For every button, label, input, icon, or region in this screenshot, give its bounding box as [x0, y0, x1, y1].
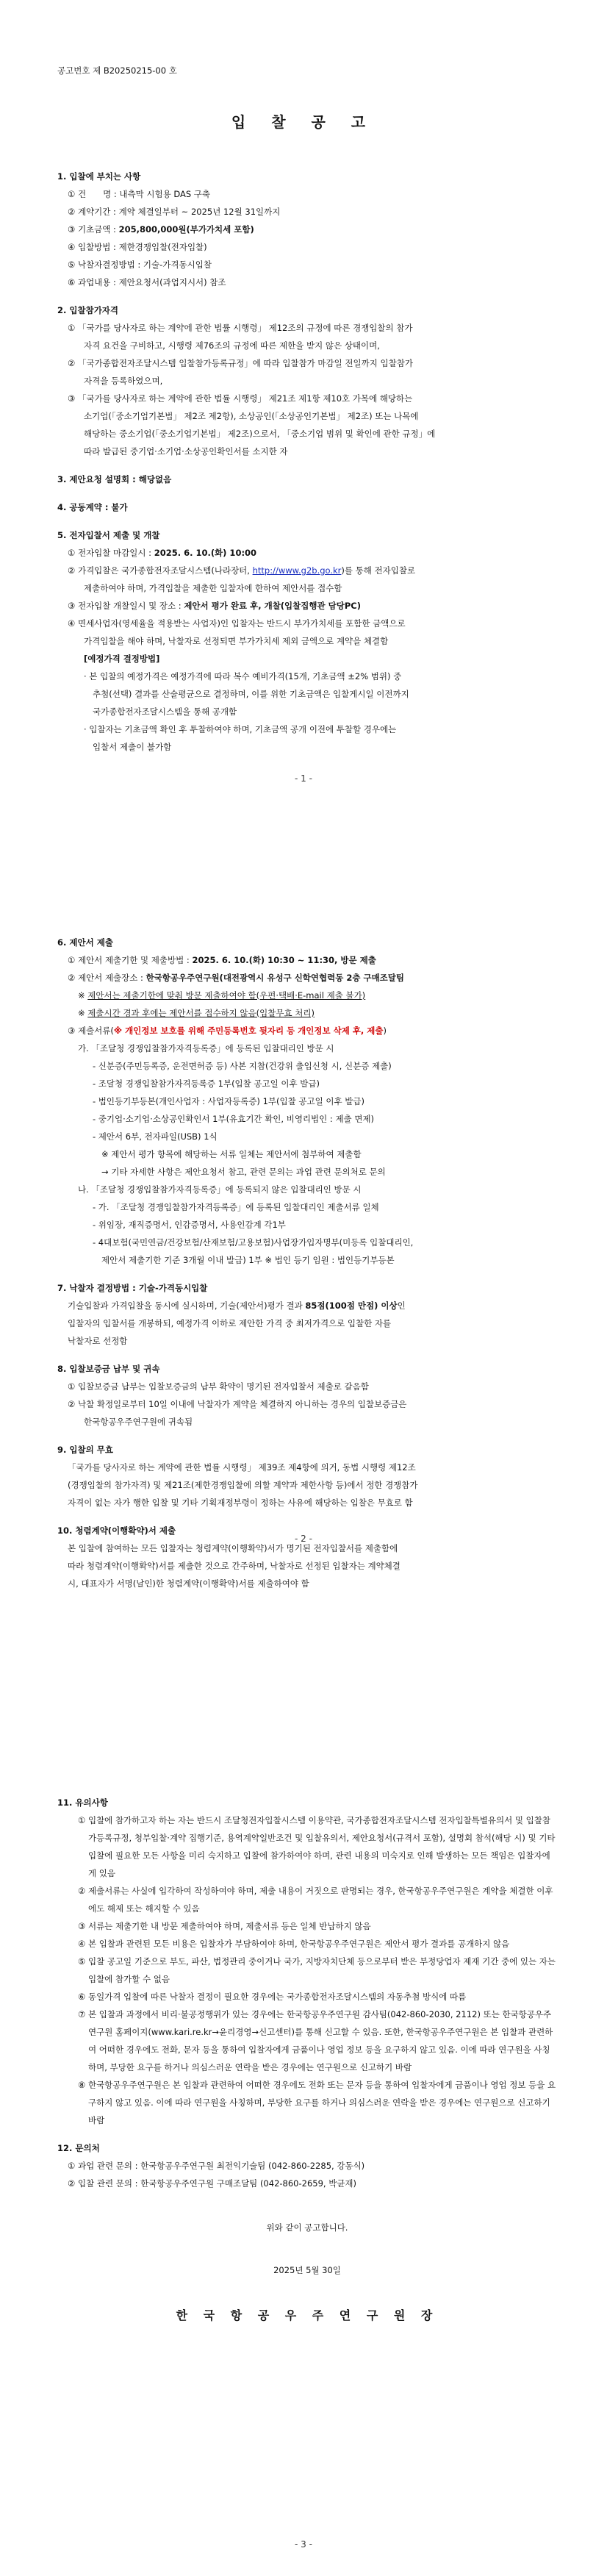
threshold-score: 85점(100점 만점) 이상 [305, 1300, 398, 1311]
s8-item-1: ① 입찰보증금 납부는 입찰보증금의 납부 확약이 명기된 전자입찰서 제출로 갈음함 [68, 1381, 369, 1392]
s5-item-6c: 국가종합전자조달시스템을 통해 공개함 [93, 706, 237, 717]
section-9-heading: 9. 입찰의 무효 [57, 1445, 113, 1455]
s1-item-2: ② 계약기간 : 계약 체결일부터 ~ 2025년 12월 31일까지 [68, 207, 281, 217]
s5-item-2-text-a: ② 가격입찰은 국가종합전자조달시스템(나라장터, [68, 565, 253, 576]
s2-item-1b: 자격 요건을 구비하고, 시행령 제76조의 규정에 따른 제한을 받지 않은 상태이며, [84, 340, 380, 351]
s10-line-2: 따라 청렴계약(이행확약)서를 제출한 것으로 간주하며, 낙찰자로 선정된 입찰자는 계약체결 [68, 1561, 401, 1571]
page-number: - 1 - [295, 773, 312, 784]
page-number: - 3 - [295, 2539, 312, 2550]
s5-item-2-text-b: )를 통해 전자입찰로 [341, 565, 416, 576]
bid-deadline: 2025. 6. 10.(화) 10:00 [154, 548, 257, 558]
section-11-heading: 11. 유의사항 [57, 1797, 108, 1808]
page-2-body [57, 934, 557, 1592]
s5-item-4b: 가격입찰을 해야 하며, 낙찰자로 선정되면 부가가치세 제외 금액으로 계약을 체결함 [84, 636, 389, 646]
s6-note-1-mark: ※ [78, 990, 88, 1001]
s2-item-3c: 해당하는 중소기업(「중소기업기본법」 제2조)으로서, 「중소기업 범위 및 확인에 관한 규정」에 [84, 429, 436, 439]
section-7-heading: 7. 낙찰자 결정방법 : 기술-가격동시입찰 [57, 1283, 208, 1293]
proposal-place: 한국항공우주연구원(대전광역시 유성구 신학연협력동 2층 구매조달팀 [146, 973, 405, 983]
s6-item-1 [57, 951, 557, 969]
s6-note-2-mark: ※ [78, 1008, 88, 1018]
s5-item-6b: 추첨(선택) 결과를 산술평균으로 결정하며, 이를 위한 기초금액은 입찰게시일 이전까지 [93, 689, 409, 699]
s2-item-2a: ② 「국가종합전자조달시스템 입찰참가등록규정」에 따라 입찰참가 마감일 전일까지 입찰참가 [68, 358, 413, 368]
notice-date: 2025년 5월 30일 [273, 2265, 341, 2275]
s7-line-1c: 인 [397, 1300, 406, 1311]
closing-text: 위와 같이 공고합니다. [266, 2222, 348, 2233]
s7-line-2: 입찰자의 입찰서를 개봉하되, 예정가격 이하로 제안한 가격 중 최저가격으로 입찰한 자를 [68, 1318, 392, 1328]
s5-item-1-label: ① 전자입찰 마감일시 : [68, 548, 154, 558]
issuer-signature: 한 국 항 공 우 주 연 구 원 장 [176, 2308, 439, 2322]
s12-item-2: ② 입찰 관련 문의 : 한국항공우주연구원 구매조달팀 (042-860-2659, 박균재) [68, 2178, 357, 2189]
s6-ga-7: → 기타 자세한 사항은 제안요청서 참고, 관련 문의는 과업 관련 문의처로 문의 [101, 1167, 386, 1177]
s11-item-3: ③ 서류는 제출기한 내 방문 제출하여야 하며, 제출서류 등은 일체 반납하지 않음 [78, 1921, 371, 1931]
s6-note-1-text: 제안서는 제출기한에 맞춰 방문 제출하여야 함(우편·택배·E-mail 제출 불가) [87, 990, 366, 1001]
s6-na-3b: 제안서 제출기한 기준 3개월 이내 발급) 1부 ※ 법인 등기 임원 : 법인등기부등본 [101, 1255, 395, 1265]
s2-item-2b: 자격을 등록하였으며, [84, 376, 163, 386]
s10-line-1: 본 입찰에 참여하는 모든 입찰자는 청렴계약(이행확약)서가 명기된 전자입찰서를 제출함에 [68, 1543, 398, 1553]
s5-item-1 [57, 544, 557, 562]
s6-item-3-label: ③ 제출서류( [68, 1026, 114, 1036]
s6-ga-5: - 제안서 6부, 전자파일(USB) 1식 [93, 1131, 218, 1142]
section-2-heading: 2. 입찰참가자격 [57, 305, 119, 315]
s12-item-1: ① 과업 관련 문의 : 한국항공우주연구원 최전익기술팀 (042-860-2285, 강동식) [68, 2161, 365, 2171]
s6-na: 나. 「조달청 경쟁입찰참가자격등록증」에 등록되지 않은 입찰대리인 방문 시 [78, 1184, 362, 1195]
s6-item-3 [57, 1022, 557, 1040]
page-1 [0, 0, 607, 866]
s6-item-1-label: ① 제안서 제출기한 및 제출방법 : [68, 955, 193, 965]
s11-item-4: ④ 본 입찰과 관련된 모든 비용은 입찰자가 부담하여야 하며, 한국항공우주연구원은 제안서 평가 결과를 공개하지 않음 [78, 1939, 510, 1949]
s6-item-2-label: ② 제안서 제출장소 : [68, 973, 146, 983]
section-6-heading: 6. 제안서 제출 [57, 937, 113, 948]
s9-line-1: 「국가를 당사자로 하는 계약에 관한 법률 시행령」 제39조 제4항에 의거, 동법 시행령 제12조 [68, 1462, 416, 1473]
s1-item-3-label: ③ 기초금액 : [68, 224, 119, 235]
s7-line-1 [57, 1297, 557, 1314]
s6-ga-4: - 중기업·소기업·소상공인확인서 1부(유효기간 확인, 비영리법인 : 제출 면제) [93, 1114, 375, 1124]
s6-item-2 [57, 969, 557, 987]
page-2 [0, 866, 607, 1732]
s6-na-3a: - 4대보험(국민연금/건강보험/산재보험/고용보험)사업장가입자명부(미등록 입찰대리인, [93, 1237, 414, 1248]
s11-item-1: ① 입찰에 참가하고자 하는 자는 반드시 조달청전자입찰시스템 이용약관, 국가종합전자조달시스템 전자입찰특별유의서 및 입찰참가등록규정, 청부입찰·계약 집행기준, 용역계약일반조건 및 입찰유의서, 제안요청서(규격서 포함), 설명회 참석(해당 시) 및 기타 입찰에 필요한 모든 사항을 미리 숙지하고 입찰에 참가하여야 하며, 관련 내용의 미숙지로 인해 발생하는 모든 책임은 입찰자에게 있음 [78, 1815, 556, 1878]
page-3-body [57, 1794, 557, 2325]
section-1-heading: 1. 입찰에 부치는 사항 [57, 171, 141, 182]
s5-item-6a: · 본 입찰의 예정가격은 예정가격에 따라 복수 예비가격(15개, 기초금액 ±2% 범위) 중 [84, 671, 402, 681]
s2-item-3d: 따라 발급된 중기업·소기업·소상공인확인서를 소지한 자 [84, 446, 288, 457]
s1-item-3 [57, 221, 557, 238]
s6-ga-6: ※ 제안서 평가 항목에 해당하는 서류 일체는 제안서에 첨부하여 제출함 [101, 1149, 362, 1159]
s6-note-2 [57, 1004, 557, 1022]
s5-item-7a: · 입찰자는 기초금액 확인 후 투찰하여야 하며, 기초금액 공개 이전에 투찰할 경우에는 [84, 724, 397, 734]
s2-item-1a: ① 「국가를 당사자로 하는 계약에 관한 법률 시행령」 제12조의 규정에 따른 경쟁입찰의 참가 [68, 323, 413, 333]
s6-note-1 [57, 987, 557, 1004]
s11-item-7: ⑦ 본 입찰과 과정에서 비리·불공정행위가 있는 경우에는 한국항공우주연구원 감사팀(042-860-2030, 2112) 또는 한국항공우주연구원 홈페이지(www.kari.re.kr→윤리경영→신고센터)를 통해 신고할 수 있음. 또한, 한국항공우주연구원은 본 입찰과 관련하여 어떠한 경우에도 전화, 문자 등을 통하여 입찰자에게 금품이나 영업 정보 등을 요구하지 않고 있음. 이에 따라 연구원을 사칭하며, 부당한 요구를 하거나 의심스러운 연락을 받은 경우에는 연구원으로 신고하기 바람 [78, 2009, 553, 2072]
s6-na-2: - 위임장, 재직증명서, 인감증명서, 사용인감계 각1부 [93, 1220, 286, 1230]
section-8-heading: 8. 입찰보증금 납부 및 귀속 [57, 1364, 160, 1374]
s5-item-4a: ④ 면세사업자(영세율을 적용받는 사업자)인 입찰자는 반드시 부가가치세를 포함한 금액으로 [68, 618, 406, 629]
s9-line-3: 자격이 없는 자가 행한 입찰 및 기타 기획재정부령이 정하는 사유에 해당하는 입찰은 무효로 함 [68, 1498, 413, 1508]
s11-item-6: ⑥ 동일가격 입찰에 따른 낙찰자 결정이 필요한 경우에는 국가종합전자조달시스템의 자동추첨 방식에 따름 [78, 1992, 467, 2002]
s1-item-5: ⑤ 낙찰자결정방법 : 기술-가격동시입찰 [68, 260, 212, 270]
s6-na-1: - 가. 「조달청 경쟁입찰참가자격등록증」에 등록된 입찰대리인 제출서류 일체 [93, 1202, 379, 1212]
s6-ga-2: - 조달청 경쟁입찰참가자격등록증 1부(입찰 공고일 이후 발급) [93, 1078, 320, 1089]
s1-item-6: ⑥ 과업내용 : 제안요청서(과업지시서) 참조 [68, 277, 226, 287]
section-12-heading: 12. 문의처 [57, 2143, 100, 2153]
s9-line-2: (경쟁입찰의 참가자격) 및 제21조(제한경쟁입찰에 의할 계약과 제한사항 등)에서 정한 경쟁참가 [68, 1480, 418, 1490]
page-number: - 2 - [295, 1534, 312, 1544]
g2b-link[interactable]: http://www.g2b.go.kr [252, 565, 342, 576]
page-title: 입 찰 공 고 [231, 113, 376, 131]
s7-line-3: 낙찰자로 선정함 [68, 1336, 128, 1346]
s7-line-1a: 기술입찰과 가격입찰을 동시에 실시하며, 기술(제안서)평가 결과 [68, 1300, 306, 1311]
s6-item-3-close: ) [383, 1026, 387, 1036]
s6-ga: 가. 「조달청 경쟁입찰참가자격등록증」에 등록된 입찰대리인 방문 시 [78, 1043, 334, 1053]
s6-ga-3: - 법인등기부등본(개인사업자 : 사업자등록증) 1부(입찰 공고일 이후 발급) [93, 1096, 364, 1106]
s8-item-2a: ② 낙찰 확정일로부터 10일 이내에 낙찰자가 계약을 체결하지 아니하는 경우의 입찰보증금은 [68, 1399, 407, 1409]
notice-number: 공고번호 제 B20250215-00 호 [57, 65, 177, 76]
page-3 [0, 1732, 607, 2576]
s5-item-2c: 제출하여야 하며, 가격입찰을 제출한 입찰자에 한하여 제안서를 접수함 [84, 583, 342, 593]
s6-note-2-text: 제출시간 경과 후에는 제안서를 접수하지 않음(입찰무효 처리) [87, 1008, 315, 1018]
price-method-heading: [예정가격 결정방법] [84, 654, 160, 664]
s11-item-8: ⑧ 한국항공우주연구원은 본 입찰과 관련하여 어떠한 경우에도 전화 또는 문자 등을 통하여 입찰자에게 금품이나 영업 정보 등을 요구하지 않고 있음. 이에 따라 연구원을 사칭하며, 부당한 요구를 하거나 의심스러운 연락을 받은 경우에는 연구원으로 신고하기 바람 [78, 2080, 556, 2125]
s6-ga-1: - 신분증(주민등록증, 운전면허증 등) 사본 지참(건강위 출입신청 시, 신분증 제출) [93, 1061, 392, 1071]
page-1-body [57, 168, 557, 756]
s5-item-3-label: ③ 전자입찰 개찰일시 및 장소 : [68, 601, 184, 611]
proposal-deadline: 2025. 6. 10.(화) 10:30 ~ 11:30, 방문 제출 [192, 955, 376, 965]
s1-item-1: ① 건 명 : 내측막 시험용 DAS 구축 [68, 189, 211, 199]
opening-place: 제안서 평가 완료 후, 개찰(입찰집행관 담당PC) [184, 601, 361, 611]
section-4-heading: 4. 공동계약 : 불가 [57, 502, 128, 512]
s2-item-3a: ③ 「국가를 당사자로 하는 계약에 관한 법률 시행령」 제21조 제1항 제10호 가목에 해당하는 [68, 393, 413, 404]
s8-item-2b: 한국항공우주연구원에 귀속됨 [84, 1417, 193, 1427]
s5-item-7b: 입찰서 제출이 불가함 [93, 742, 172, 752]
s5-item-3 [57, 597, 557, 615]
s1-item-4: ④ 입찰방법 : 제한경쟁입찰(전자입찰) [68, 242, 207, 252]
s10-line-3: 시, 대표자가 서명(날인)한 청렴계약(이행확약)서를 제출하여야 함 [68, 1578, 309, 1589]
section-3-heading: 3. 제안요청 설명회 : 해당없음 [57, 474, 172, 484]
s5-item-2 [57, 562, 557, 579]
s11-item-5: ⑤ 입찰 공고일 기준으로 부도, 파산, 법정관리 중이거나 국가, 지방자치단체 등으로부터 받은 부정당업자 제재 기간 중에 있는 자는 입찰에 참가할 수 없음 [78, 1956, 556, 1984]
s2-item-3b: 소기업(「중소기업기본법」 제2조 제2항), 소상공인(「소상공인기본법」 제2조) 또는 나목에 [84, 411, 419, 421]
section-10-heading: 10. 청렴계약(이행확약)서 제출 [57, 1525, 176, 1536]
base-amount: 205,800,000원(부가가치세 포함) [118, 224, 254, 235]
privacy-warning: ※ 개인정보 보호를 위해 주민등록번호 뒷자리 등 개인정보 삭제 후, 제출 [113, 1026, 384, 1036]
section-5-heading: 5. 전자입찰서 제출 및 개찰 [57, 530, 160, 540]
s11-item-2: ② 제출서류는 사실에 입각하여 작성하여야 하며, 제출 내용이 거짓으로 판명되는 경우, 한국항공우주연구원은 계약을 체결한 이후에도 해제 또는 해지할 수 있음 [78, 1886, 553, 1914]
